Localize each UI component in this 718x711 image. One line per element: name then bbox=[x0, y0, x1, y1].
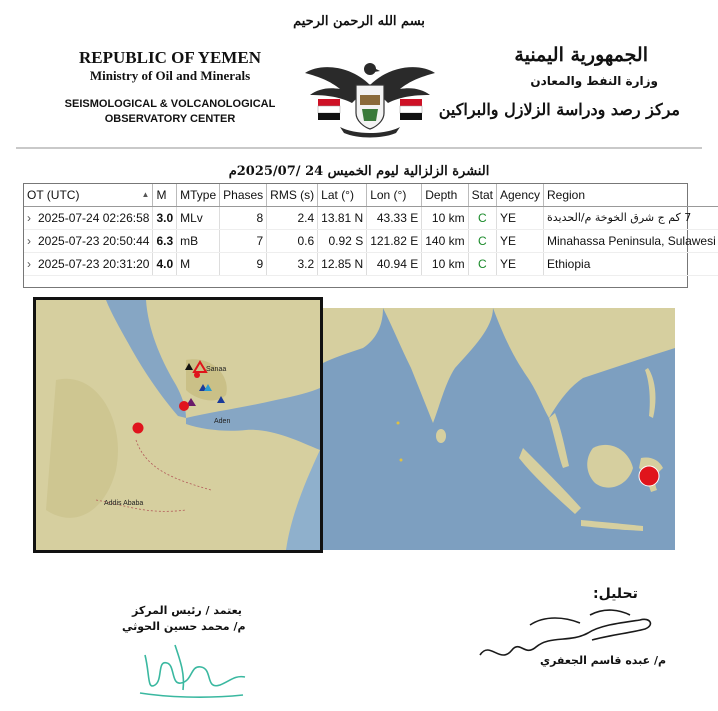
cell-agency: YE bbox=[496, 252, 543, 275]
cell-lon: 43.33 E bbox=[367, 206, 422, 229]
center-name-ar: مركز رصد ودراسة الزلازل والبراكين bbox=[438, 100, 680, 119]
analyst-name: م/ عبده قاسم الجعفري bbox=[540, 654, 667, 667]
cell-stat: C bbox=[468, 206, 496, 229]
cell-phases: 7 bbox=[220, 229, 267, 252]
earthquake-table bbox=[23, 183, 716, 288]
col-header-lon[interactable]: Lon (°) bbox=[367, 184, 422, 206]
basmala: بسم الله الرحمن الرحيم bbox=[293, 14, 425, 29]
table-row[interactable] bbox=[24, 252, 718, 275]
analyst-label: تحليل: bbox=[593, 586, 638, 602]
approval-label: يعتمد / رئيس المركز bbox=[132, 604, 242, 617]
cell-m: 3.0 bbox=[153, 206, 177, 229]
cell-ot: › 2025-07-23 20:31:20 bbox=[24, 252, 153, 275]
event-marker-sulawesi[interactable] bbox=[639, 466, 659, 486]
event-marker[interactable] bbox=[133, 423, 144, 434]
center-name-en-line2: OBSERVATORY CENTER bbox=[104, 113, 236, 125]
director-signature bbox=[135, 635, 250, 705]
island-marker bbox=[397, 422, 400, 425]
cell-region: Minahassa Peninsula, Sulawesi bbox=[544, 229, 718, 252]
cell-stat: C bbox=[468, 229, 496, 252]
event-marker[interactable] bbox=[194, 372, 200, 378]
land-sri-lanka bbox=[436, 429, 446, 443]
label-aden: Aden bbox=[214, 418, 231, 425]
island-marker bbox=[400, 459, 403, 462]
cell-depth: 10 km bbox=[422, 206, 468, 229]
cell-agency: YE bbox=[496, 206, 543, 229]
cell-region: 7 كم ج شرق الخوخة م/الحديدة bbox=[544, 206, 718, 229]
regional-map[interactable] bbox=[33, 297, 323, 553]
cell-region: Ethiopia bbox=[544, 252, 718, 275]
cell-stat: C bbox=[468, 252, 496, 275]
col-header-ot[interactable]: OT (UTC) ▲ bbox=[24, 184, 153, 206]
cell-ot: › 2025-07-23 20:50:44 bbox=[24, 229, 153, 252]
cell-rms: 0.6 bbox=[267, 229, 318, 252]
col-header-agency[interactable]: Agency bbox=[496, 184, 543, 206]
country-name-en: REPUBLIC OF YEMEN bbox=[79, 48, 261, 67]
cell-mtype: M bbox=[177, 252, 220, 275]
col-header-m[interactable]: M bbox=[153, 184, 177, 206]
cell-lat: 0.92 S bbox=[318, 229, 367, 252]
ministry-name-en: Ministry of Oil and Minerals bbox=[89, 68, 251, 83]
cell-lon: 40.94 E bbox=[367, 252, 422, 275]
table-row[interactable] bbox=[24, 206, 718, 229]
table-header-row bbox=[24, 184, 718, 206]
event-marker[interactable] bbox=[179, 401, 189, 411]
cell-depth: 10 km bbox=[422, 252, 468, 275]
col-header-phases[interactable]: Phases bbox=[220, 184, 267, 206]
cell-lon: 121.82 E bbox=[367, 229, 422, 252]
cell-lat: 13.81 N bbox=[318, 206, 367, 229]
cell-lat: 12.85 N bbox=[318, 252, 367, 275]
overview-map[interactable] bbox=[323, 308, 675, 550]
cell-m: 6.3 bbox=[153, 229, 177, 252]
col-header-region[interactable]: Region bbox=[544, 184, 718, 206]
col-header-lat[interactable]: Lat (°) bbox=[318, 184, 367, 206]
country-name-ar: الجمهورية اليمنية bbox=[514, 44, 648, 66]
header-divider bbox=[16, 147, 702, 149]
cell-phases: 8 bbox=[220, 206, 267, 229]
cell-m: 4.0 bbox=[153, 252, 177, 275]
cell-rms: 3.2 bbox=[267, 252, 318, 275]
cell-mtype: MLv bbox=[177, 206, 220, 229]
col-header-rms[interactable]: RMS (s) bbox=[267, 184, 318, 206]
sort-ascending-icon: ▲ bbox=[141, 189, 150, 199]
table-row[interactable] bbox=[24, 229, 718, 252]
label-addis-ababa: Addis Ababa bbox=[104, 500, 144, 507]
cell-depth: 140 km bbox=[422, 229, 468, 252]
col-header-mtype[interactable]: MType bbox=[177, 184, 220, 206]
cell-phases: 9 bbox=[220, 252, 267, 275]
col-header-depth[interactable]: Depth bbox=[422, 184, 468, 206]
regional-map-canvas bbox=[36, 300, 320, 550]
ministry-name-ar: وزارة النفط والمعادن bbox=[530, 74, 658, 88]
bulletin-title: النشرة الزلزالية ليوم الخميس 24 /2025/07م bbox=[228, 164, 490, 179]
cell-ot: › 2025-07-24 02:26:58 bbox=[24, 206, 153, 229]
cell-mtype: mB bbox=[177, 229, 220, 252]
yemen-emblem-logo bbox=[300, 55, 440, 140]
col-header-stat[interactable]: Stat bbox=[468, 184, 496, 206]
cell-rms: 2.4 bbox=[267, 206, 318, 229]
cell-agency: YE bbox=[496, 229, 543, 252]
center-name-en-line1: SEISMOLOGICAL & VOLCANOLOGICAL bbox=[64, 98, 276, 110]
label-sanaa: Sanaa bbox=[206, 366, 227, 373]
overview-map-canvas bbox=[323, 308, 675, 550]
approval-name: م/ محمد حسين الحوثي bbox=[122, 620, 246, 633]
